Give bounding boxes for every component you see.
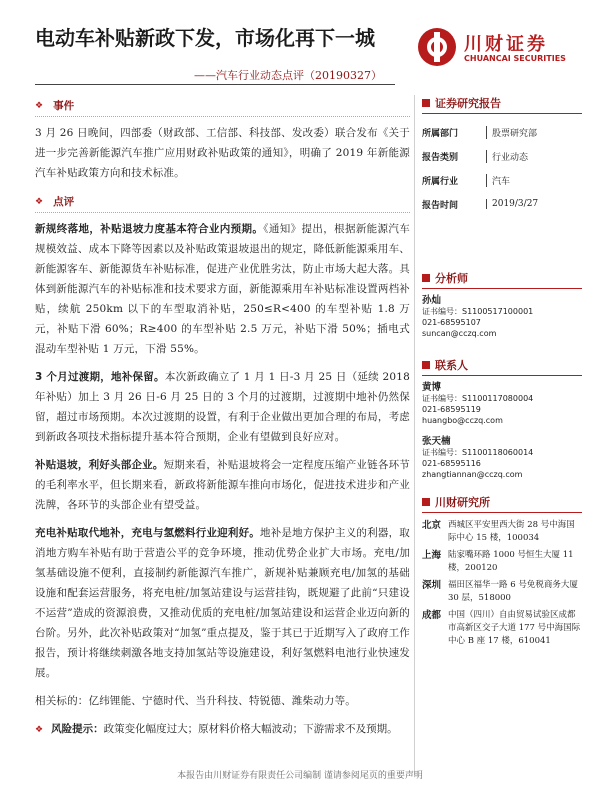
- comment-paragraph: 3 个月过渡期，地补保留。本次新政确立了 1 月 1 日-3 月 25 日（延续 2018 年补贴）加上 3 月 26 日-6 月 25 日的 3 个月的过渡期，过渡期中地补仍然保留，超过市场预期。本次过渡期的设置，有利于企业做出更加合理的布局，考虑到新政各项技术指标提升基本符合预期，企业有望做到良好应对。: [35, 371, 410, 443]
- page-footer: 本报告由川财证券有限责任公司编制 谨请参阅尾页的重要声明: [177, 771, 423, 781]
- info-row: 所属行业 汽车: [422, 168, 582, 192]
- office-address: 北京 西城区平安里西大街 28 号中海国际中心 15 楼，100034: [422, 520, 575, 543]
- info-row: 报告时间 2019/3/27: [422, 199, 539, 211]
- contact-email-link[interactable]: zhangtiannan@cczq.com: [422, 470, 523, 479]
- comment-paragraph: 新规终落地，补贴退坡力度基本符合业内预期。《通知》提出，根据新能源汽车规模效益、成本下降等因素以及补贴政策退坡退出的规定，降低新能源乘用车、新能源客车、新能源货车补贴标准，促进产业优胜劣汰，防止市场大起大落。具体到新能源汽车的补贴标准和技术要求方面，新能源乘用车补贴标准设置两档补贴，续航 250km 以下的车型取消补贴，250≤R<400 的车型补贴 1.8 万元，补贴下滑 60%；R≥400 的车型补贴 2.5 万元，补贴下滑 50%；插电式混动车型补贴 1 万元，下滑 55%。: [35, 223, 410, 355]
- report-subtitle: ——汽车行业动态点评（20190327）: [194, 69, 382, 82]
- title-rule: [35, 84, 395, 85]
- office-address: 深圳 福田区福华一路 6 号免税商务大厦 30 层，518000: [422, 580, 578, 603]
- diamond-bullet-icon: ❖: [35, 196, 44, 207]
- logo-name-cn: 川财证券: [464, 34, 548, 55]
- contact-card: 黄博 证书编号：S1100117080004 021-68595119 huangbo@cczq.com: [422, 382, 582, 426]
- analyst-email-link[interactable]: suncan@cczq.com: [422, 329, 497, 338]
- square-bullet-icon: [422, 99, 430, 107]
- main-content: [35, 95, 410, 740]
- contact-email-link[interactable]: huangbo@cczq.com: [422, 416, 503, 425]
- office-address: 上海 陆家嘴环路 1000 号恒生大厦 11 楼，200120: [422, 550, 574, 573]
- company-logo: [418, 28, 568, 68]
- logo-name-en: CHUANCAI SECURITIES: [464, 54, 566, 63]
- column-divider: [414, 95, 415, 775]
- institute-heading: 川财研究所: [422, 494, 582, 513]
- related-stocks: 相关标的：亿纬锂能、宁德时代、当升科技、特锐德、潍柴动力等。: [35, 695, 356, 707]
- office-address: 成都 中国（四川）自由贸易试验区成都市高新区交子大道 177 号中海国际中心 B 座 17 楼，610041: [422, 610, 581, 646]
- analyst-heading: 分析师: [422, 270, 582, 289]
- square-bullet-icon: [422, 498, 430, 506]
- contact-card: 张天楠 证书编号：S1100118060014 021-68595116 zhangtiannan@cczq.com: [422, 436, 582, 480]
- event-text: 3 月 26 日晚间，四部委（财政部、工信部、科技部、发改委）联合发布《关于进一步完善新能源汽车推广应用财政补贴政策的通知》，明确了 2019 年新能源汽车补贴政策方向和技术标准。: [35, 127, 410, 179]
- info-row: 所属部门 股票研究部: [422, 120, 582, 144]
- report-title: 电动车补贴新政下发，市场化再下一城: [35, 26, 375, 50]
- contacts-heading: 联系人: [422, 357, 582, 376]
- analyst-card: 孙灿 证书编号：S1100517100001 021-68595107 suncan@cczq.com: [422, 295, 582, 339]
- info-row: 报告类别 行业动态: [422, 144, 582, 168]
- comment-paragraph: 充电补贴取代地补，充电与氢燃料行业迎利好。地补是地方保护主义的利器，取消地方购车补贴有助于营造公平的竞争环境，推动优势企业扩大市场。充电/加氢基础设施不便利，直接制约新能源汽车推广，新规补贴兼顾充电/加氢的基础设施和配套运营服务，将充电桩/加氢站建设与运营挂钩，既规避了此前“只建设不运营”造成的资源浪费，又推动优质的充电桩/加氢站建设和运营企业迈向新的台阶。另外，此次补贴政策对“加氢”重点提及，鉴于其已于近期写入了政府工作报告，预计将继续刺激各地支持加氢站等设施建设，利好氢燃料电池行业快速发展。: [35, 527, 410, 679]
- diamond-bullet-icon: ❖: [35, 100, 44, 111]
- square-bullet-icon: [422, 274, 430, 282]
- event-heading: ❖ 事件: [35, 95, 410, 117]
- report-header: [0, 0, 600, 90]
- sidebar: [422, 95, 582, 652]
- report-info-heading: 证券研究报告: [422, 95, 582, 114]
- comment-paragraph: 补贴退坡，利好头部企业。短期来看，补贴退坡将会一定程度压缩产业链各环节的毛利率水平，但长期来看，新政将新能源车推向市场化，促进技术进步和产业洗牌，各环节的头部企业有望受益。: [35, 459, 410, 511]
- risk-warning: ❖ 风险提示：政策变化幅度过大；原材料价格大幅波动；下游需求不及预期。: [35, 719, 410, 740]
- diamond-bullet-icon: ❖: [35, 725, 44, 735]
- comment-heading: ❖ 点评: [35, 191, 410, 213]
- square-bullet-icon: [422, 361, 430, 369]
- logo-mark-icon: [418, 28, 456, 66]
